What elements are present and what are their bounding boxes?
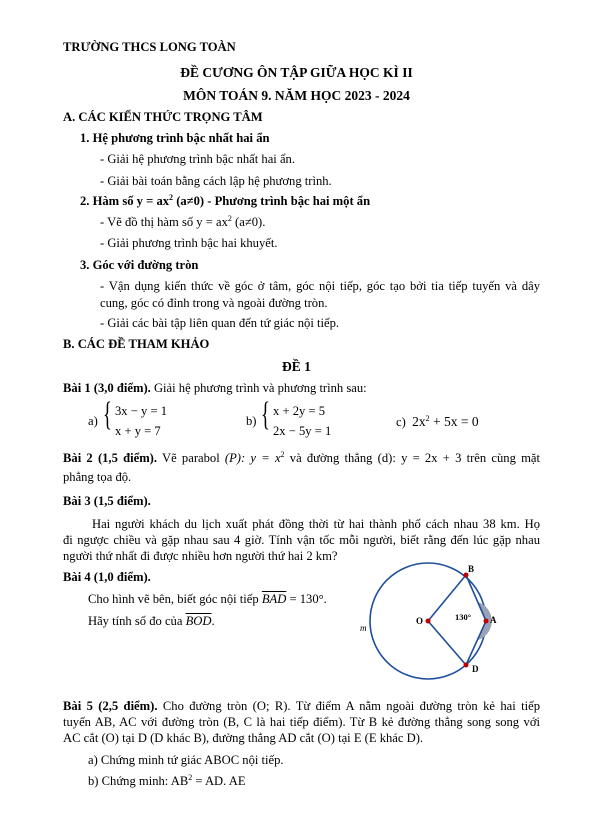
- bai3-line2: đi ngược chiều và gặp nhau sau 4 giờ. Tính vận tốc mỗi người, biết rằng đến lúc gặp nhau: [63, 533, 540, 547]
- section-b-heading: B. CÁC ĐỀ THAM KHẢO: [63, 337, 210, 351]
- label-B: B: [468, 564, 475, 574]
- topic1-item1: - Giải hệ phương trình bậc nhất hai ẩn.: [100, 152, 295, 166]
- label-m: m: [360, 623, 367, 633]
- bai4-label: Bài 4 (1,0 điểm).: [63, 570, 151, 584]
- bai1-c: c) $2x^2 + 5x = 0$: [396, 413, 479, 429]
- topic3-item2: - Giải các bài tập liên quan đến tứ giác nội tiếp.: [100, 316, 340, 330]
- doc-title: ĐỀ CƯƠNG ÔN TẬP GIỮA HỌC KÌ II: [180, 65, 413, 80]
- bai5-part-a: a) Chứng minh tứ giác ABOC nội tiếp.: [88, 753, 284, 767]
- bai5-line3: AC cắt (O) tại D (D khác B), đường thẳng AD cắt (O) tại E (E khác D).: [63, 731, 424, 745]
- bai4-line1: Cho hình vẽ bên, biết góc nội tiếp $\overline{BAD} = 130^\circ$.: [88, 592, 327, 606]
- bai2-line1: Bài 2 (1,5 điểm). Vẽ parabol (P): $y = x^2$ và đường thẳng (d): y = 2x + 3 trên cùng mặt: [63, 449, 540, 465]
- brace-icon: {: [103, 396, 112, 433]
- label-O: O: [416, 616, 424, 626]
- school-name: TRƯỜNG THCS LONG TOÀN: [63, 40, 236, 54]
- section-a-heading: A. CÁC KIẾN THỨC TRỌNG TÂM: [63, 110, 263, 124]
- bai1-a-label: a): [88, 414, 98, 428]
- segment-AD: [466, 621, 486, 665]
- bai1-b-system: { x + 2y = 5 2x − 5y = 1: [261, 396, 332, 438]
- bai5-line2: tuyến AB, AC với đường tròn (B, C là hai tiếp điểm). Từ B kẻ đường thẳng song song với: [63, 715, 540, 729]
- label-D: D: [472, 664, 479, 674]
- topic3-item1-line1: - Vận dụng kiến thức về góc ở tâm, góc nội tiếp, góc tạo bởi tia tiếp tuyến và dây: [100, 279, 540, 293]
- label-angle: 130°: [455, 612, 472, 622]
- topic2-item1: - Vẽ đồ thị hàm số $y = ax^2$ (a≠0).: [100, 213, 266, 229]
- topic3-title: 3. Góc với đường tròn: [80, 258, 199, 272]
- label-A: A: [490, 615, 497, 625]
- topic2-item2: - Giải phương trình bậc hai khuyết.: [100, 236, 278, 250]
- point-D: [464, 663, 469, 668]
- bai3-label: Bài 3 (1,5 điểm).: [63, 494, 151, 508]
- bai1-statement: Bài 1 (3,0 điểm). Giải hệ phương trình và phương trình sau:: [63, 381, 367, 395]
- segment-OD: [428, 621, 466, 665]
- bai5-part-b: b) Chứng minh: $AB^2$ = AD. AE: [88, 772, 246, 788]
- doc-subtitle: MÔN TOÁN 9. NĂM HỌC 2023 - 2024: [183, 88, 410, 103]
- circle-figure: [355, 560, 515, 680]
- point-O: [426, 619, 431, 624]
- topic1-title: 1. Hệ phương trình bậc nhất hai ẩn: [80, 131, 270, 145]
- bai3-line3: người thứ nhất đi được nhiều hơn người thứ hai 2 km?: [63, 549, 338, 563]
- bai5-line1: Bài 5 (2,5 điểm). Cho đường tròn (O; R). Từ điểm A nằm ngoài đường tròn kẻ hai tiếp: [63, 699, 540, 713]
- topic1-item2: - Giải bài toán bằng cách lập hệ phương trình.: [100, 174, 332, 188]
- topic3-item1-line2: cung, góc có đỉnh trong và ngoài đường tròn.: [100, 296, 328, 310]
- topic2-title: 2. Hàm số $y = ax^2$ (a≠0) - Phương trình bậc hai một ẩn: [80, 192, 371, 208]
- bai4-line2: Hãy tính số đo của $\overline{BOD}$.: [88, 614, 215, 628]
- bai1-b-label: b): [246, 414, 257, 428]
- brace-icon: {: [261, 396, 270, 433]
- bai2-line2: phẳng tọa độ.: [63, 470, 132, 484]
- bai3-line1: Hai người khách du lịch xuất phát đồng thời từ hai thành phố cách nhau 38 km. Họ: [92, 517, 540, 531]
- exam-title: ĐỀ 1: [282, 359, 311, 374]
- point-A: [484, 619, 489, 624]
- bai1-a-system: { 3x − y = 1 x + y = 7: [103, 396, 167, 438]
